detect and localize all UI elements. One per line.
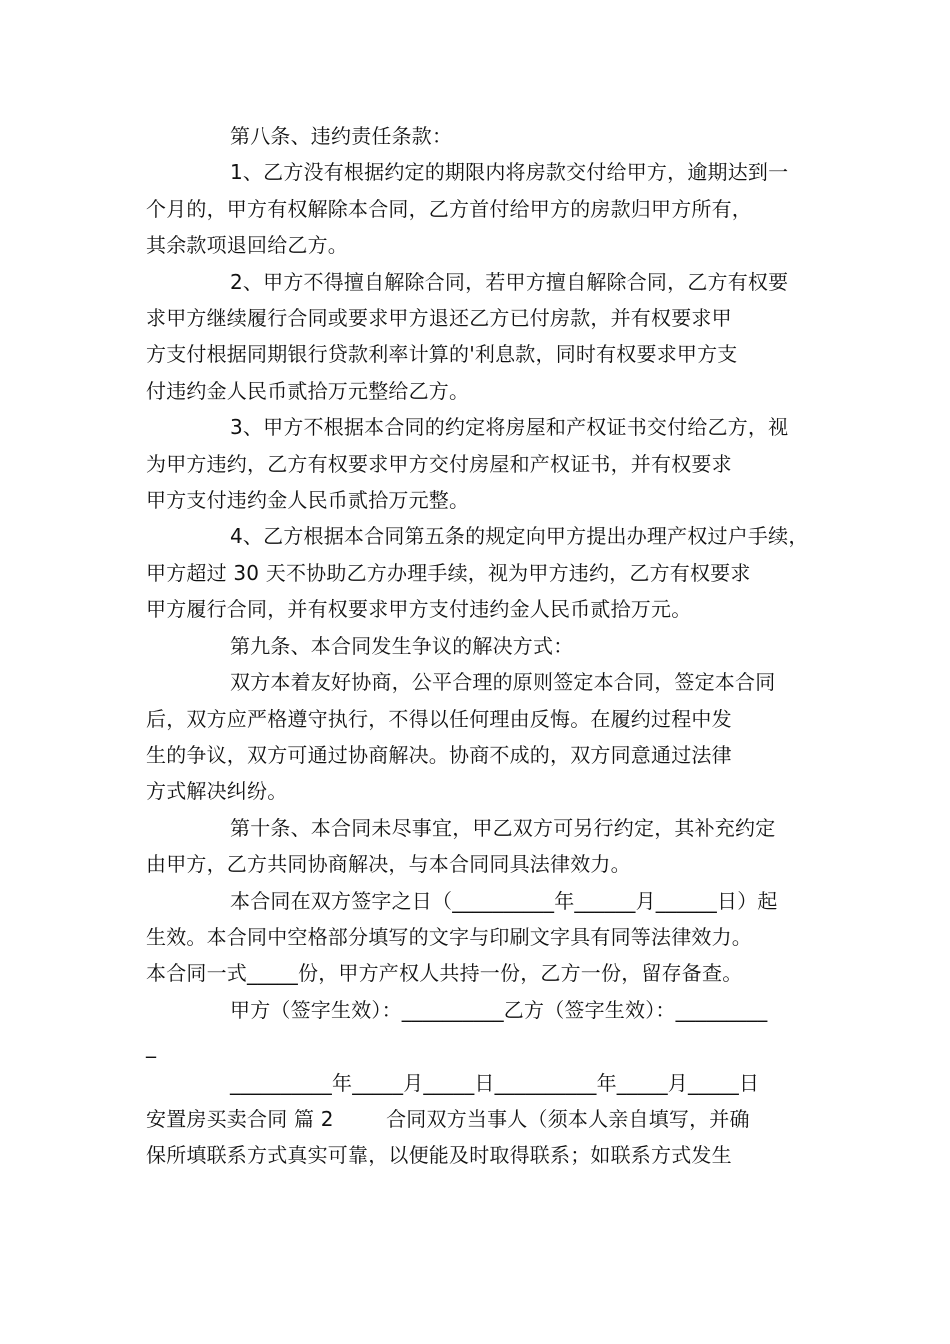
text-line: 其余款项退回给乙方。 (146, 233, 348, 258)
article-10 (146, 810, 810, 883)
text-line: 本合同一式_____份，甲方产权人共持一份，乙方一份，留存备查。 (146, 961, 743, 986)
contract-text (146, 118, 810, 1174)
text-line: 第九条、本合同发生争议的解决方式： (230, 633, 574, 658)
text-line: __________年_____月_____日__________年_____月_____日 (230, 1070, 760, 1095)
text-line: 生效。本合同中空格部分填写的文字与印刷文字具有同等法律效力。 (146, 924, 752, 949)
text-line: 安置房买卖合同 篇 2 合同双方当事人（须本人亲自填写，并确 (146, 1106, 750, 1131)
signature-dates (146, 1065, 810, 1101)
next-contract-intro (146, 1101, 810, 1174)
article-8-clause-3 (146, 409, 810, 518)
text-line: 本合同在双方签字之日（__________年______月______日）起 (230, 888, 778, 913)
text-line: 后，双方应严格遵守执行，不得以任何理由反悔。在履约过程中发 (146, 706, 732, 731)
text-line: 甲方履行合同，并有权要求甲方支付违约金人民币贰拾万元。 (146, 597, 692, 622)
article-9-body (146, 664, 810, 810)
text-line: 3、甲方不根据本合同的约定将房屋和产权证书交付给乙方，视 (230, 415, 789, 440)
text-line: 第八条、违约责任条款： (230, 124, 453, 148)
article-8-clause-2 (146, 264, 810, 410)
article-8-clause-1 (146, 154, 810, 263)
text-line: 甲方支付违约金人民币贰拾万元整。 (146, 488, 470, 513)
text-line: _ (146, 1034, 157, 1059)
text-line: 生的争议，双方可通过协商解决。协商不成的，双方同意通过法律 (146, 742, 732, 767)
text-line: 4、乙方根据本合同第五条的规定向甲方提出办理产权过户手续， (230, 524, 809, 549)
text-line: 1、乙方没有根据约定的期限内将房款交付给甲方，逾期达到一 (230, 160, 789, 185)
text-line: 个月的，甲方有权解除本合同，乙方首付给甲方的房款归甲方所有， (146, 196, 752, 221)
effective-date-clause (146, 883, 810, 992)
article-8-clause-4 (146, 518, 810, 627)
text-line: 第十条、本合同未尽事宜，甲乙双方可另行约定，其补充约定 (230, 815, 776, 840)
text-line: 求甲方继续履行合同或要求甲方退还乙方已付房款，并有权要求甲 (146, 306, 732, 331)
signature-line (146, 992, 810, 1065)
text-line: 方支付根据同期银行贷款利率计算的'利息款，同时有权要求甲方支 (146, 342, 738, 367)
text-line: 为甲方违约，乙方有权要求甲方交付房屋和产权证书，并有权要求 (146, 451, 732, 476)
text-line: 付违约金人民币贰拾万元整给乙方。 (146, 378, 470, 403)
text-line: 2、甲方不得擅自解除合同，若甲方擅自解除合同，乙方有权要 (230, 269, 789, 294)
text-line: 由甲方，乙方共同协商解决，与本合同同具法律效力。 (146, 852, 631, 877)
text-line: 方式解决纠纷。 (146, 779, 288, 804)
article-8-heading (146, 118, 810, 154)
text-line: 甲方（签字生效）：__________乙方（签字生效）：_________ (230, 997, 768, 1022)
article-9-heading (146, 628, 810, 664)
text-line: 双方本着友好协商，公平合理的原则签定本合同，签定本合同 (230, 670, 776, 695)
text-line: 甲方超过 30 天不协助乙方办理手续，视为甲方违约，乙方有权要求 (146, 560, 751, 585)
text-line: 保所填联系方式真实可靠，以便能及时取得联系；如联系方式发生 (146, 1143, 732, 1168)
